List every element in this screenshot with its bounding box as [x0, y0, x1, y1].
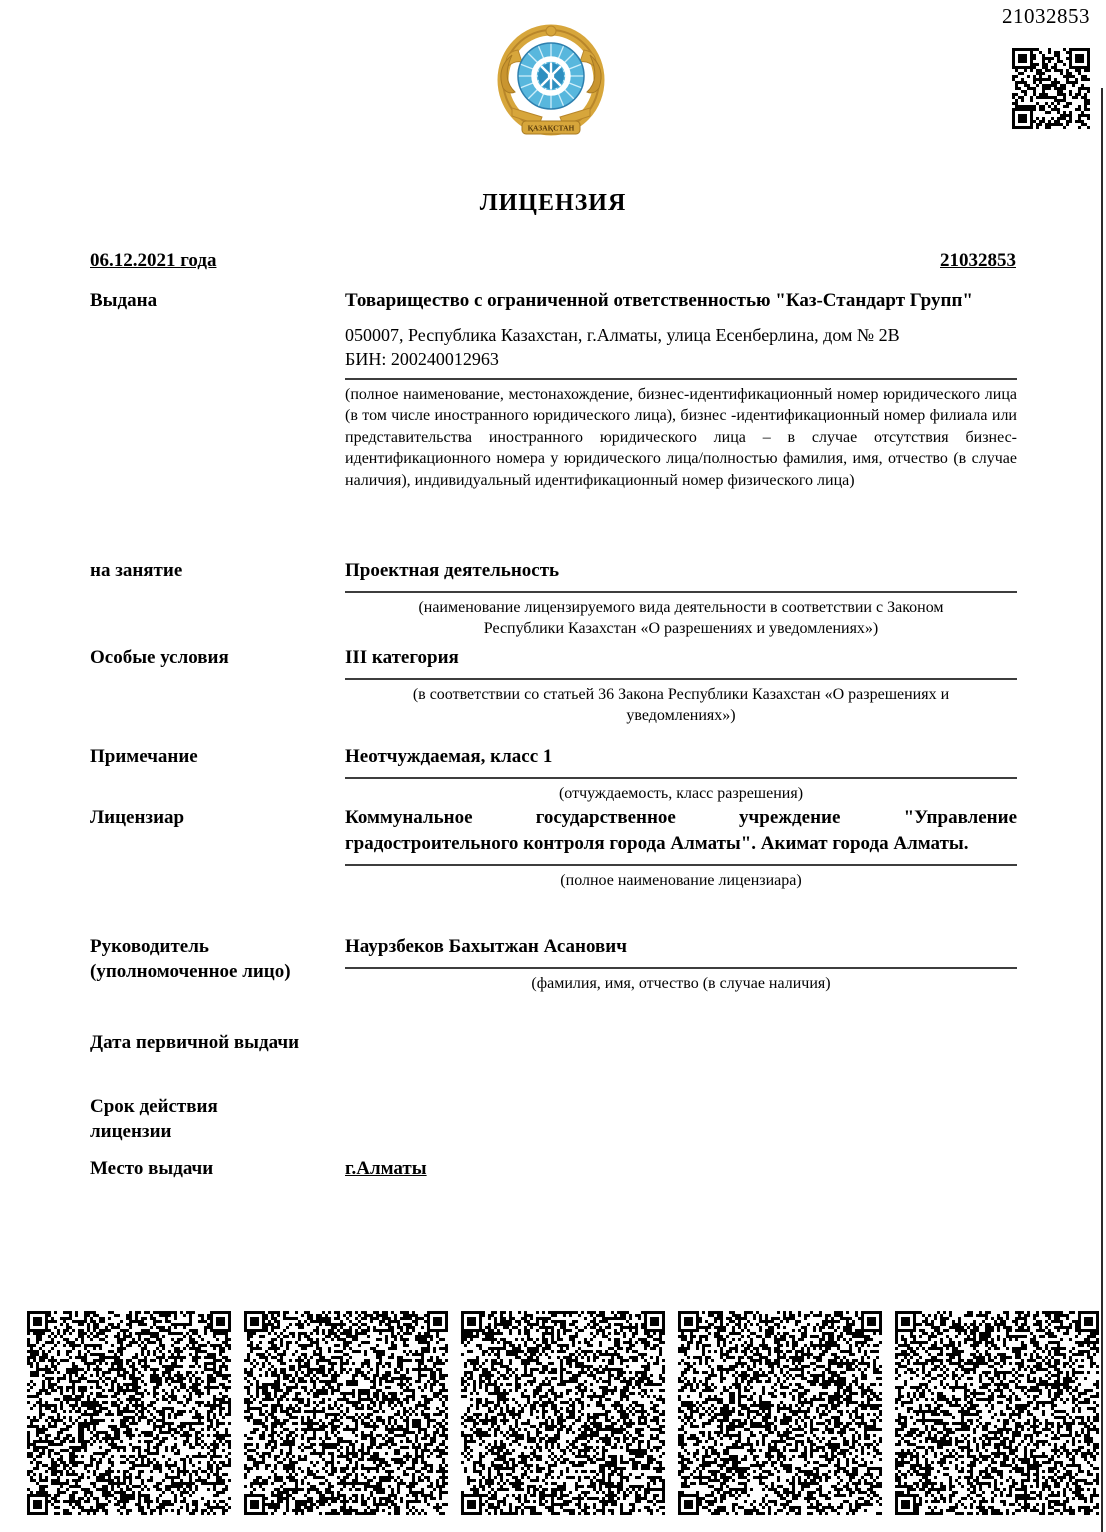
section-licensor: [90, 805, 1017, 891]
kazakhstan-emblem-icon: [490, 24, 612, 140]
section-validity-period: [90, 1094, 1017, 1144]
head-person-value: Наурзбеков Бахытжан Асанович: [345, 936, 627, 957]
issued-to-caption: (полное наименование, местонахождение, бизнес-идентификационный номер юридического лица (в том числе иностранного юридического лица), бизнес -идентификационный номер филиала или представительства иностранного юридического лица – в случае отсутствия бизнес-идентификационного номера у юридического лица/полностью фамилия, имя, отчество (в случае наличия), индивидуальный идентификационный номер физического лица): [345, 386, 1017, 489]
barcode-block-2: [244, 1311, 450, 1515]
barcode-block-3: [461, 1311, 667, 1515]
issued-to-bin: БИН: 200240012963: [345, 349, 499, 369]
note-value: Неотчуждаемая, класс 1: [345, 746, 553, 767]
section-issue-place: [90, 1156, 1017, 1182]
field-label: на занятие: [90, 560, 183, 581]
barcode-block-5: [895, 1311, 1101, 1515]
issue-date: 06.12.2021 года: [90, 250, 217, 271]
divider: [345, 678, 1017, 680]
date-number-row: [90, 250, 1016, 272]
barcode-block-4: [678, 1311, 884, 1515]
field-label: Особые условия: [90, 647, 229, 668]
divider: [345, 777, 1017, 779]
field-label: Дата первичной выдачи: [90, 1032, 300, 1053]
section-special-conditions: [90, 645, 1017, 727]
section-head-person: [90, 934, 1017, 994]
field-label: Выдана: [90, 290, 158, 311]
divider: [345, 378, 1017, 380]
license-number: 21032853: [940, 250, 1016, 271]
qr-code-icon: [1012, 48, 1092, 130]
section-note: [90, 744, 1017, 804]
page-title: ЛИЦЕНЗИЯ: [479, 190, 627, 216]
note-caption: (отчуждаемость, класс разрешения): [558, 785, 804, 802]
section-activity: [90, 558, 1017, 640]
special-conditions-caption: (в соответствии со статьей 36 Закона Республики Казахстан «О разрешениях и уведомлениях»): [412, 686, 950, 725]
field-label: Место выдачи: [90, 1158, 214, 1179]
section-first-issue-date: [90, 1030, 1017, 1055]
field-label: Примечание: [90, 746, 198, 767]
activity-value: Проектная деятельность: [345, 560, 560, 581]
field-label: Руководитель (уполномоченное лицо): [90, 936, 291, 982]
emblem-banner-text: ҚАЗАҚСТАН: [527, 123, 575, 133]
barcode-strip: [27, 1311, 1101, 1515]
divider: [345, 591, 1017, 593]
barcode-block-1: [27, 1311, 233, 1515]
special-conditions-value: III категория: [345, 647, 459, 668]
document-number-top: 21032853: [1002, 4, 1090, 28]
activity-caption: (наименование лицензируемого вида деятельности в соответствии с Законом Республики Казахстан «О разрешениях и уведомлениях»): [418, 599, 944, 638]
licensor-value: Коммунальное государственное учреждение "Управление градостроительного контроля города Алматы". Акимат города Алматы.: [345, 807, 1017, 854]
issued-to-address: 050007, Республика Казахстан, г.Алматы, улица Есенберлина, дом № 2В: [345, 325, 900, 345]
licensor-caption: (полное наименование лицензиара): [560, 872, 802, 889]
head-person-caption: (фамилия, имя, отчество (в случае наличия): [531, 975, 831, 992]
issue-place-value: г.Алматы: [345, 1158, 427, 1179]
issued-to-value: Товарищество с ограниченной ответственностью "Каз-Стандарт Групп": [345, 290, 973, 311]
divider: [345, 864, 1017, 866]
field-label: Лицензиар: [90, 807, 185, 828]
divider: [345, 967, 1017, 969]
field-label: Срок действия лицензии: [90, 1096, 218, 1142]
page-edge-divider: [1101, 88, 1103, 1532]
section-issued-to: [90, 288, 1017, 491]
